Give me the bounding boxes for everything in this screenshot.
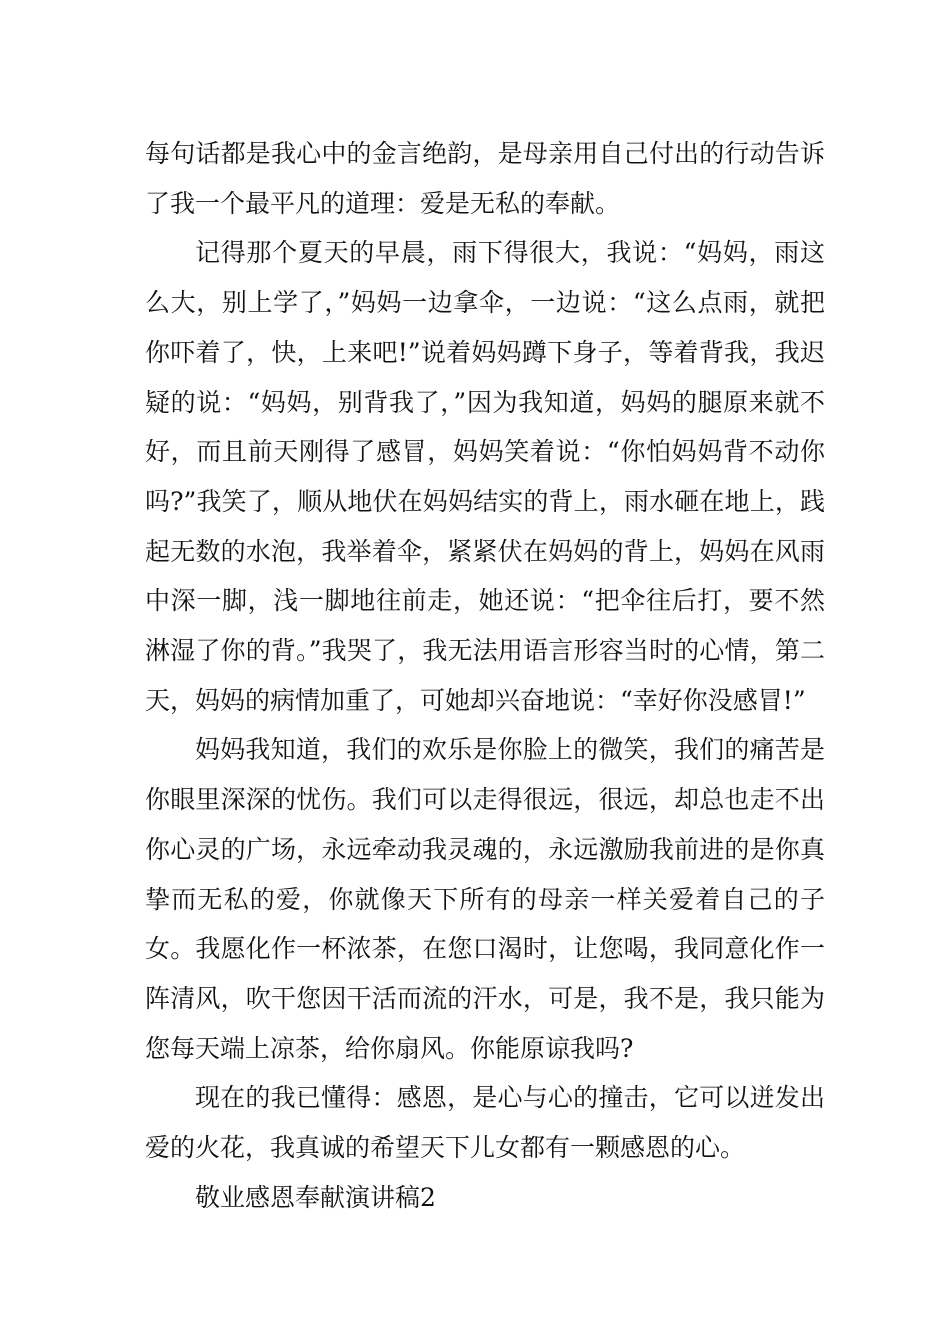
paragraph-3: 妈妈我知道，我们的欢乐是你脸上的微笑，我们的痛苦是你眼里深深的忧伤。我们可以走得很远，很远，却总也走不出你心灵的广场，永远牵动我灵魂的，永远激励我前进的是你真挚而无私的爱，你就像天下所有的母亲一样关爱着自己的子女。我愿化作一杯浓茶，在您口渴时，让您喝，我同意化作一阵清风，吹干您因干活而流的汗水，可是，我不是，我只能为您每天端上凉茶，给你扇风。你能原谅我吗? xyxy=(145,735,825,1063)
paragraph-4: 现在的我已懂得：感恩，是心与心的撞击，它可以迸发出爱的火花，我真诚的希望天下儿女都有一颗感恩的心。 xyxy=(145,1083,825,1163)
section-heading: 敬业感恩奉献演讲稿2 xyxy=(195,1182,436,1212)
document-body xyxy=(145,129,825,1222)
paragraph-1: 每句话都是我心中的金言绝韵，是母亲用自己付出的行动告诉了我一个最平凡的道理：爱是无私的奉献。 xyxy=(145,139,825,218)
paragraph-2: 记得那个夏天的早晨，雨下得很大，我说：“妈妈，雨这么大，别上学了，”妈妈一边拿伞，一边说：“这么点雨，就把你吓着了，快，上来吧!”说着妈妈蹲下身子，等着背我，我迟疑的说：“妈妈，别背我了，”因为我知道，妈妈的腿原来就不好，而且前天刚得了感冒，妈妈笑着说：“你怕妈妈背不动你吗?”我笑了，顺从地伏在妈妈结实的背上，雨水砸在地上，践起无数的水泡，我举着伞，紧紧伏在妈妈的背上，妈妈在风雨中深一脚，浅一脚地往前走，她还说：“把伞往后打，要不然淋湿了你的背。”我哭了，我无法用语言形容当时的心情，第二天，妈妈的病情加重了，可她却兴奋地说：“幸好你没感冒!” xyxy=(145,238,825,715)
